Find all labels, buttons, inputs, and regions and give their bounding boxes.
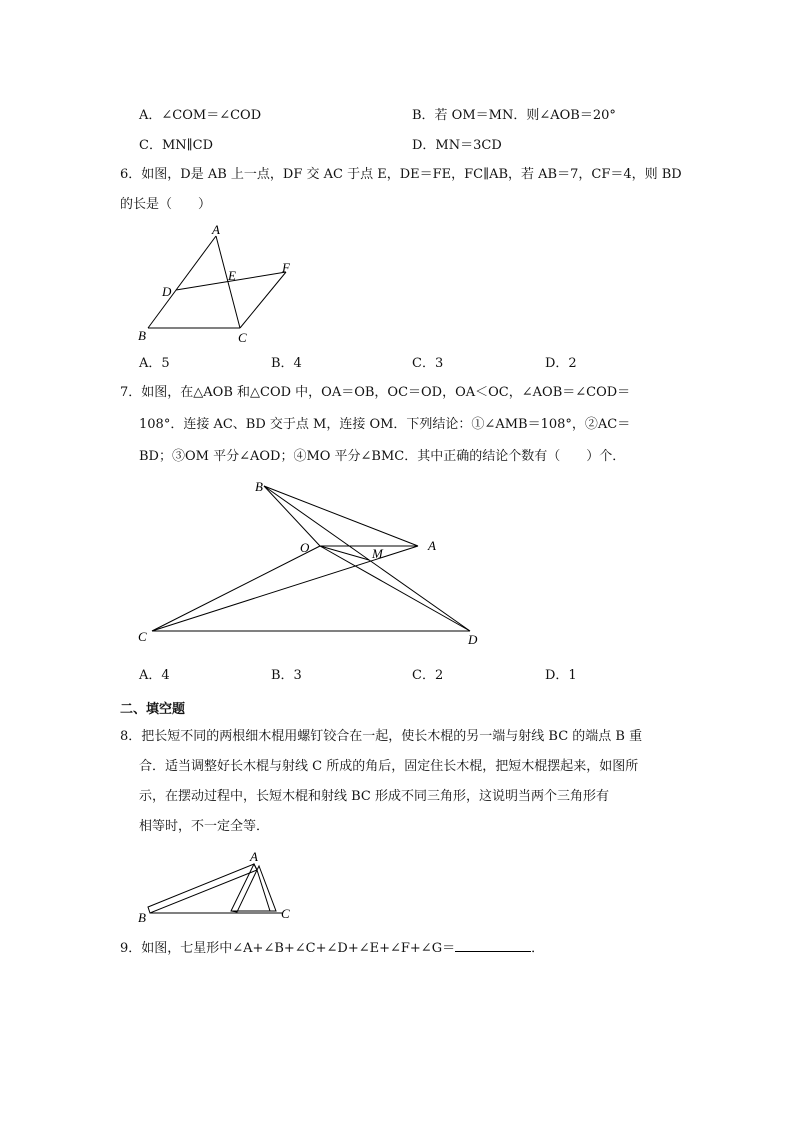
section-title-fill-in: 二、填空题 [120,702,186,717]
q7-label-a: A [428,538,436,553]
q7-option-c: C．2 [412,668,444,683]
q6-option-b: B．4 [271,356,302,371]
q8-short-stick-right [257,866,276,911]
q6-label-d: D [162,284,172,299]
q5-option-d: D．MN＝3CD [412,138,502,153]
q7-label-b: B [255,479,263,494]
q8-stem-line3: 示，在摆动过程中，长短木棍和射线 BC 形成不同三角形，这说明当两个三角形有 [139,789,610,804]
q6-stem-line2: 的长是（ ） [120,197,212,212]
q6-option-d: D．2 [545,356,577,371]
q7-label-o: O [300,540,310,555]
q7-option-d: D．1 [545,668,577,683]
q7-label-c: C [138,629,147,644]
q8-stem-line1: 8．把长短不同的两根细木棍用螺钉铰合在一起，使长木棍的另一端与射线 BC 的端点 B 重 [120,729,643,744]
q9-text: 9．如图，七星形中∠A+∠B+∠C+∠D+∠E+∠F+∠G＝ [120,941,456,956]
q6-label-b: B [138,328,146,343]
q6-label-c: C [238,330,247,345]
q8-label-c: C [281,906,290,921]
q7-label-m: M [372,546,383,561]
q8-stem-line2: 合．适当调整好长木棍与射线 C 所成的角后，固定住长木棍，把短木棍摆起来，如图所 [139,759,639,774]
q6-label-f: F [282,260,290,275]
q9-end: ． [531,941,545,956]
q7-option-a: A．4 [139,668,170,683]
q6-stem-line1: 6．如图，D是 AB 上一点，DF 交 AC 于点 E，DE＝FE，FC∥AB，若 AB＝7，CF＝4，则 BD [120,167,682,182]
q5-option-b: B．若 OM＝MN．则∠AOB＝20° [412,108,616,123]
q8-label-b: B [138,910,146,925]
q6-label-e: E [228,268,236,283]
q9-answer-blank[interactable] [455,939,531,952]
q7-stem-line2: 108°．连接 AC、BD 交于点 M，连接 OM．下列结论：①∠AMB＝108°，②AC＝ [139,417,631,432]
q8-stem-line4: 相等时，不一定全等． [139,819,270,834]
q9-stem [120,934,544,963]
q5-option-a: A．∠COM＝∠COD [139,108,262,123]
q5-option-c: C．MN∥CD [139,138,214,153]
q8-label-a: A [250,849,258,864]
q6-option-c: C．3 [412,356,444,371]
q6-label-a: A [212,222,220,237]
q7-option-b: B．3 [271,668,302,683]
q7-label-d: D [468,632,478,647]
q8-long-stick [148,864,257,913]
q6-option-a: A．5 [139,356,170,371]
q7-stem-line1: 7．如图，在△AOB 和△COD 中，OA＝OB，OC＝OD，OA＜OC，∠AOB＝∠COD＝ [120,385,631,400]
q7-stem-line3: BD；③OM 平分∠AOD；④MO 平分∠BMC．其中正确的结论个数有（ ）个． [139,449,626,464]
